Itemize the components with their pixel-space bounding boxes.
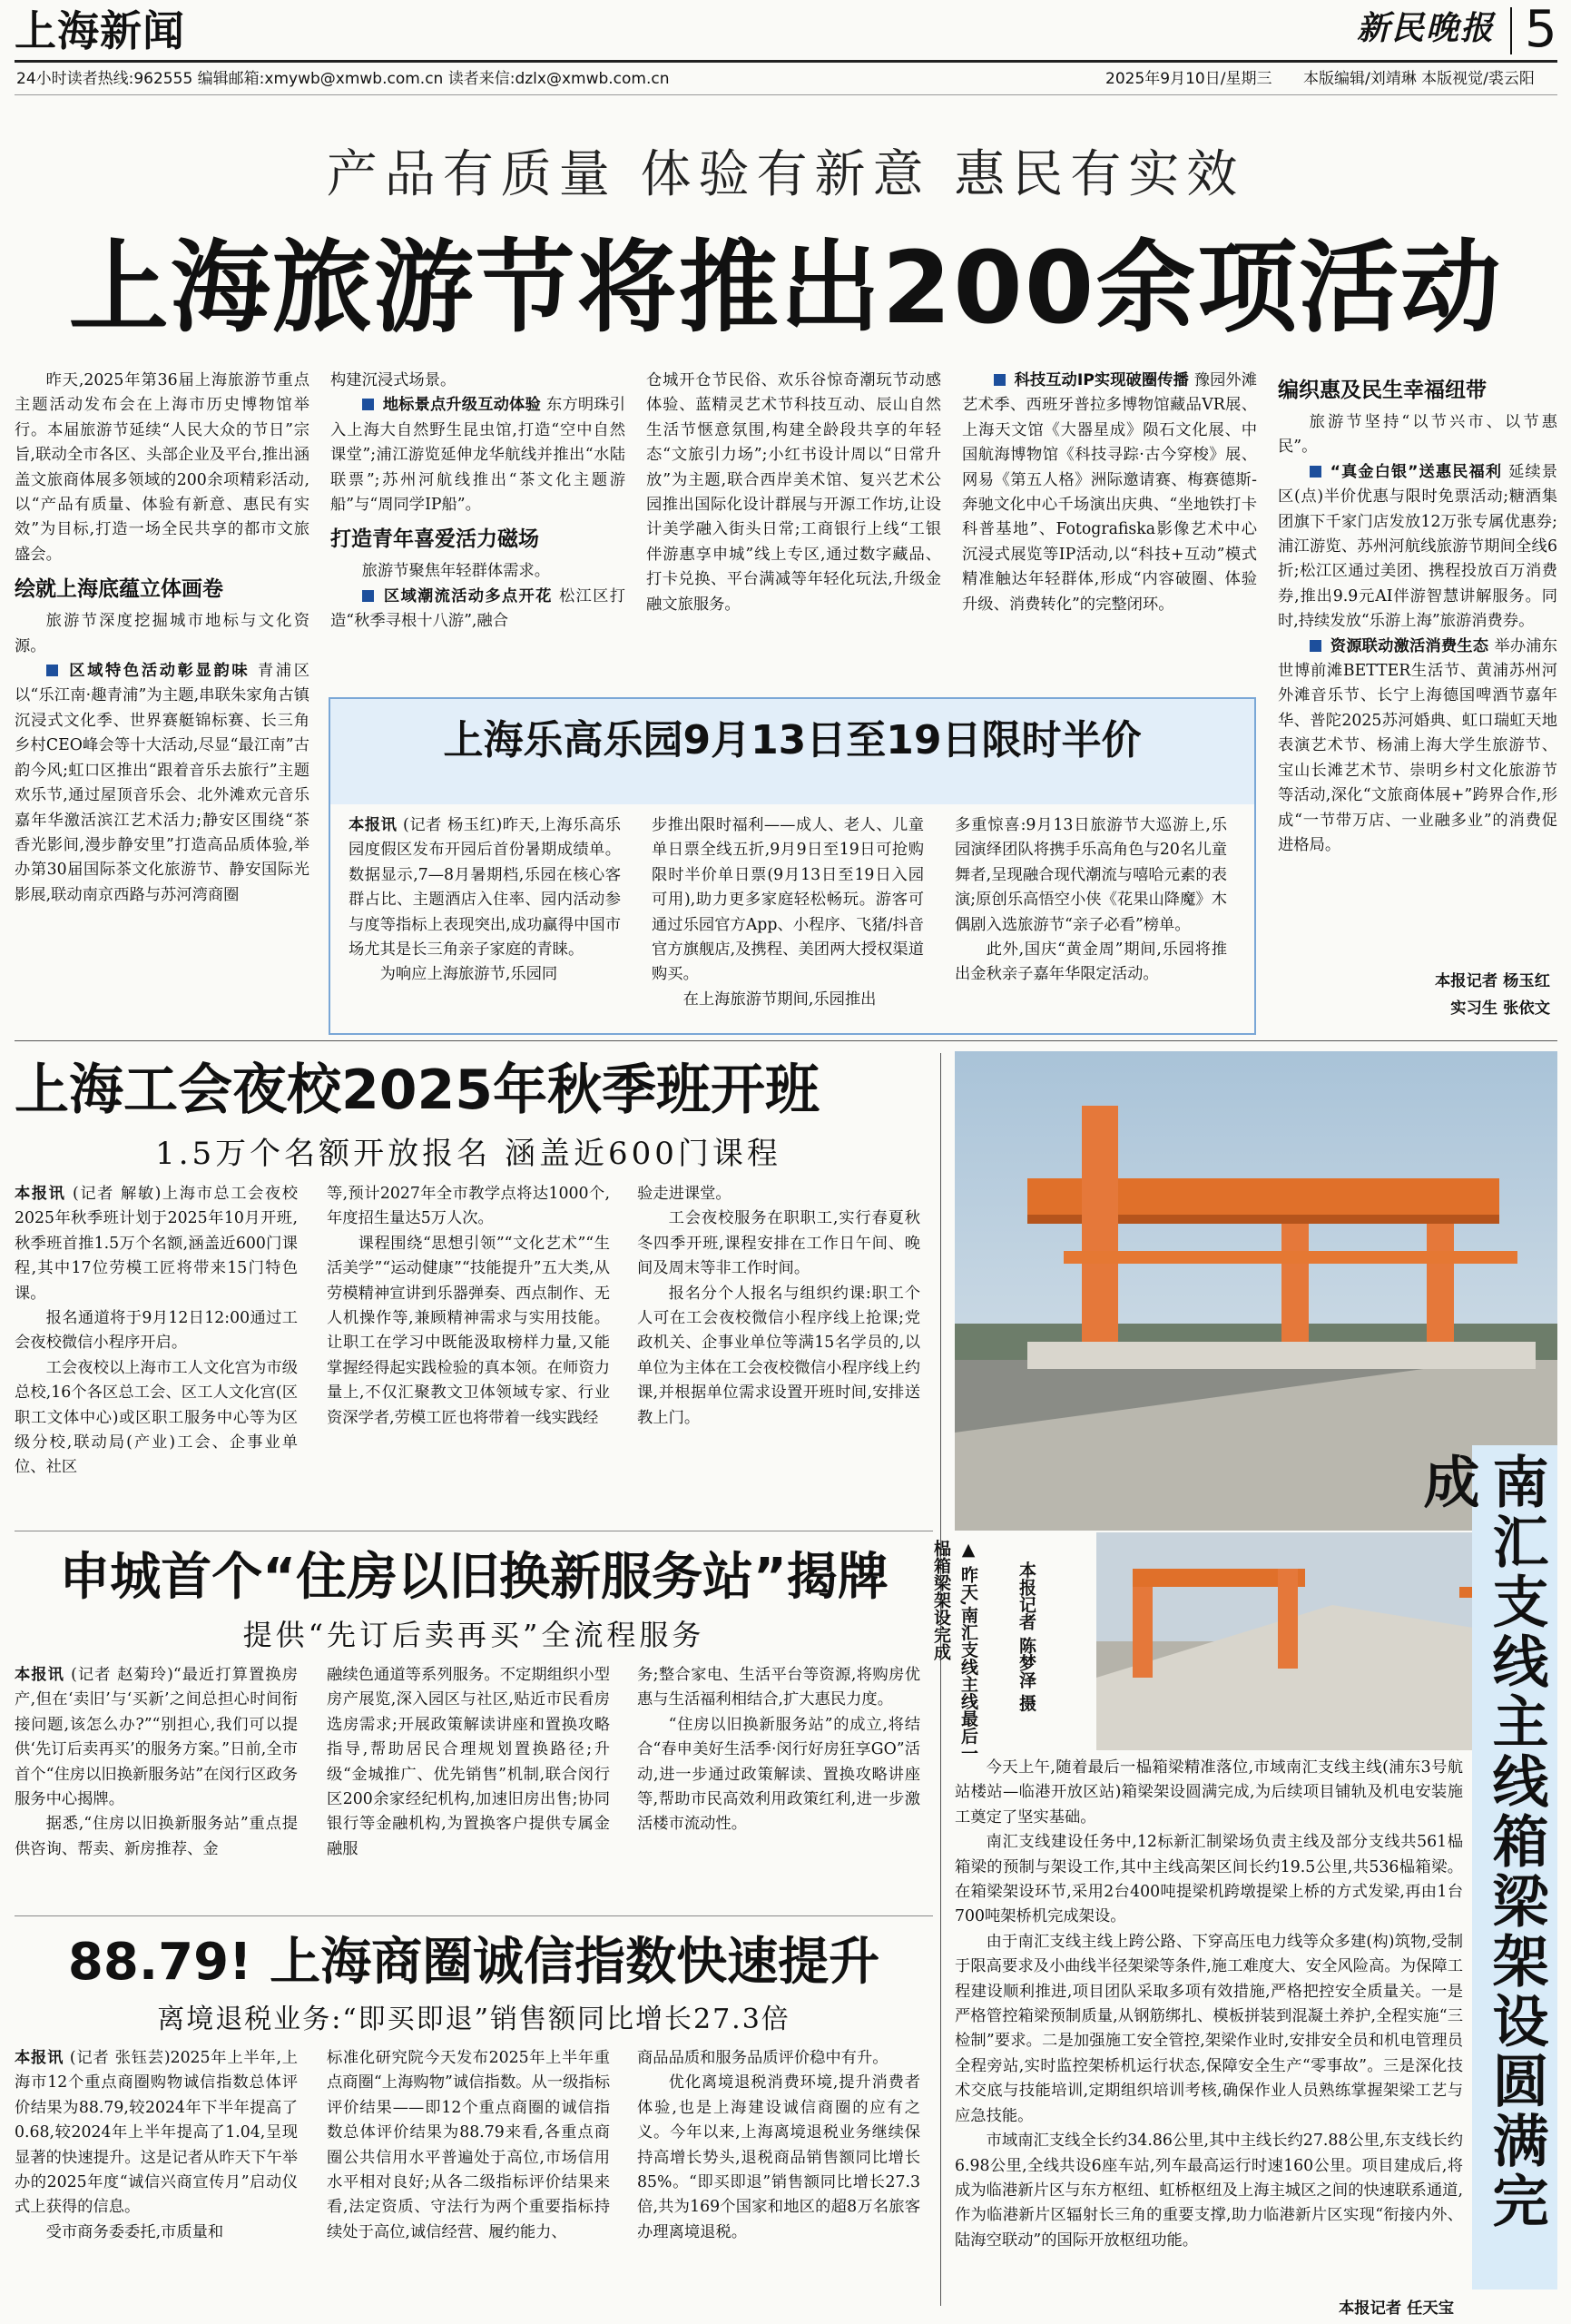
paper-logo: 新民晚报 <box>1357 9 1496 47</box>
paragraph <box>327 1232 610 1431</box>
paragraph <box>955 1930 1463 2129</box>
bullet-square-icon <box>1310 640 1321 652</box>
bullet-square-icon <box>362 399 374 410</box>
union-col-3 <box>637 1182 920 1527</box>
paragraph-text: 课程围绕“思想引领”“文化艺术”“生活美学”“运动健康”“技能提升”五大类,从劳模精神宣讲到乐器弹奏、西点制作、无人机操作等,兼顾精神需求与实用技能。让职工在学习中既能汲取榜样力量,又能掌握经得起实践检验的真本领。在师资力量上,不仅汇聚教文卫体领域专家、行业资深学者,劳模工匠也将带着一线实践经 <box>327 1234 610 1427</box>
issue-date: 2025年9月10日/星期三 <box>1105 70 1272 88</box>
paragraph <box>330 585 625 635</box>
lead-in: 科技互动IP实现破圈传播 <box>1014 371 1194 389</box>
housing-subhead: 提供“先订后卖再买”全流程服务 <box>242 1618 705 1652</box>
masthead-divider <box>1510 7 1512 54</box>
lead-in: “真金白银”送惠民福利 <box>1330 462 1509 481</box>
lego-frame <box>329 697 1256 1035</box>
paragraph-text: “住房以旧换新服务站”的成立,将结合“春申美好生活季·闵行好房狂享GO”活动,进一步通过政策解读、置换攻略讲座等,帮助市民高效利用政策红利,进一步激活楼市流动性。 <box>637 1715 920 1834</box>
nanhui-headline: 南汇支线主线箱梁架设圆满完成 <box>1414 1452 1549 2231</box>
lead-col-4 <box>962 369 1257 682</box>
paragraph <box>637 2046 920 2071</box>
bullet-square-icon <box>1310 466 1321 478</box>
paragraph-text: 今天上午,随着最后一榀箱梁精准落位,市域南汇支线主线(浦东3号航站楼站—临港开放区站)箱梁架设圆满完成,为后续项目铺轨及机电安装施工奠定了坚实基础。 <box>955 1758 1463 1827</box>
paragraph-text: 延续景区(点)半价优惠与限时免票活动;糖酒集团旗下千家门店发放12万张专属优惠券;浦江游览、苏州河航线旅游节期间全线6折;松江区通过美团、携程投放百万消费券,推出9.9元AI伴游智慧讲解服务。同时,持续发放“乐游上海”旅游消费券。 <box>1278 462 1557 631</box>
bullet-square-icon <box>362 590 374 602</box>
paragraph <box>955 1830 1463 1930</box>
paragraph-text: 昨天,2025年第36届上海旅游节重点主题活动发布会在上海市历史博物馆举行。本届旅游节延续“人民大众的节日”宗旨,联动全市各区、头部企业及平台,推出涵盖文旅商体展多领域的200余项精彩活动,以“产品有质量、体验有新意、惠民有实效”为目标,打造一场全民共享的都市文旅盛会。 <box>15 371 309 564</box>
paragraph-text: 南汇支线建设任务中,12标新汇制梁场负责主线及部分支线共561榀箱梁的预制与架设工作,其中主线高架区间长约19.5公里,共536榀箱梁。在箱梁架设环节,采用2台400吨提梁机跨墩提梁上桥的方式发梁,再由1台700吨架桥机完成架设。 <box>955 1833 1463 1926</box>
housing-headline: 申城首个“住房以旧换新服务站”揭牌 <box>59 1548 889 1607</box>
paragraph-text: 报名分个人报名与组织约课:职工个人可在工会夜校微信小程序线上抢课;党政机关、企事业单位等满15名学员的,以单位为主体在工会夜校微信小程序线上约课,并根据单位需求设置开班时间,安排送教上门。 <box>637 1284 920 1427</box>
paragraph-text: 工会夜校以上海市工人文化宫为市级总校,16个各区总工会、区工人文化宫(区职工文体中心)或区职工服务中心等为区级分校,联动局(产业)工会、企事业单位、社区 <box>15 1358 298 1477</box>
union-subhead: 1.5万个名额开放报名 涵盖近600门课程 <box>155 1136 781 1172</box>
paragraph-text: 青浦区以“乐江南·趣青浦”为主题,串联朱家角古镇沉浸式文化季、世界赛艇锦标赛、长三角乡村CEO峰会等十大活动,尽显“最江南”古韵今风;虹口区推出“跟着音乐去旅行”主题欢乐节,通过屋顶音乐会、北外滩欢元音乐嘉年华激活滨江艺术活力;静安区围绕“茶香光影间,漫步静安里”打造高品质体验,举办第30届国际茶文化旅游节、静安国际光影展,联动南京西路与苏河湾商圈 <box>15 662 309 904</box>
paragraph <box>955 1756 1463 1830</box>
lead-in: 本报讯 <box>15 1666 72 1684</box>
paragraph-text: 报名通道将于9月12日12:00通过工会夜校微信小程序开启。 <box>15 1309 298 1353</box>
lead-in: 区域特色活动彰显韵味 <box>66 662 258 681</box>
paragraph-text: 多重惊喜:9月13日旅游节大巡游上,乐园演绎团队将携手乐高角色与20名儿童舞者,呈现融合现代潮流与嘻哈元素的表演;原创乐高悟空小侠《花果山降魔》木偶剧入选旅游节“亲子必看”榜单。 <box>955 816 1227 934</box>
paragraph-text: 旅游节坚持“以节兴市、以节惠民”。 <box>1278 413 1557 457</box>
housing-bottom-rule <box>15 1915 933 1916</box>
paragraph-text: 松江区打造“秋季寻根十八游”,融合 <box>330 586 625 631</box>
paragraph <box>15 609 309 659</box>
lead-bottom-rule <box>15 1040 1557 1041</box>
paragraph <box>646 369 941 617</box>
bullet-square-icon <box>46 665 58 676</box>
union-headline: 上海工会夜校2025年秋季班开班 <box>15 1059 820 1122</box>
lead-col-1 <box>15 369 309 1031</box>
paragraph <box>15 1663 298 1812</box>
hotline-bar: 24小时读者热线:962555 编辑邮箱:xmywb@xmwb.com.cn 读者来信:dzlx@xmwb.com.cn <box>16 70 670 88</box>
lead-in: 本报讯 <box>349 816 404 834</box>
lead-col-2 <box>330 369 625 682</box>
paragraph <box>15 659 309 908</box>
subhead: 绘就上海底蕴立体画卷 <box>15 577 223 602</box>
paragraph-text: 据悉,“住房以旧换新服务站”重点提供咨询、帮卖、新房推荐、金 <box>15 1815 298 1858</box>
housing-col-3 <box>637 1663 920 1910</box>
page-number: 5 <box>1525 0 1557 59</box>
paragraph-text: 标准化研究院今天发布2025年上半年重点商圈“上海购物”诚信指数。从一级指标评价结果——即12个重点商圈的诚信指数总体评价结果为88.79来看,各重点商圈公共信用水平普遍处于高位,市场信用水平相对良好;从各二级指标评价结果来看,法定资质、守法行为两个重要指标持续处于高位,诚信经营、履约能力、 <box>327 2049 610 2241</box>
paragraph-text: 在上海旅游节期间,乐园推出 <box>682 990 877 1009</box>
union-col-1 <box>15 1182 298 1527</box>
paragraph <box>15 369 309 567</box>
paragraph-text: 构建沉浸式场景。 <box>330 371 457 389</box>
paragraph <box>637 2071 920 2245</box>
lead-headline: 上海旅游节将推出200余项活动 <box>68 230 1503 346</box>
credit-subhead: 离境退税业务:“即买即退”销售额同比增长27.3倍 <box>157 2004 790 2035</box>
paragraph <box>15 1812 298 1862</box>
paragraph-text: 优化离境退税消费环境,提升消费者体验,也是上海建设诚信商圈的应有之义。今年以来,上海离境退税业务继续保持高增长势头,退税商品销售额同比增长85%。“即买即退”销售额同比增长27.3倍,共为169个国家和地区的超8万名旅客办理离境退税。 <box>637 2073 920 2241</box>
paragraph <box>15 1182 298 1306</box>
photo-credit: 本报记者 陈梦泽 摄 <box>1016 1561 1036 1712</box>
paragraph-text: 受市商务委委托,市质量和 <box>45 2222 224 2241</box>
credit-headline: 88.79! 上海商圈诚信指数快速提升 <box>67 1933 880 1992</box>
lead-byline-1: 本报记者 杨玉红 <box>1435 972 1550 990</box>
paragraph <box>330 393 625 517</box>
credit-col-1 <box>15 2046 298 2319</box>
paragraph <box>637 1206 920 1281</box>
union-col-2 <box>327 1182 610 1527</box>
hotline-rule <box>15 94 1557 95</box>
paragraph <box>327 2046 610 2245</box>
paragraph <box>1278 635 1557 859</box>
lead-in: 地标景点升级互动体验 <box>382 396 547 415</box>
credit-col-2 <box>327 2046 610 2319</box>
paragraph <box>327 1182 610 1232</box>
paragraph-text: (记者 张钰芸)2025年上半年,上海市12个重点商圈购物诚信指数总体评价结果为88.79,较2024年下半年提高了0.68,较2024年上半年提高了1.04,呈现显著的快速提升。这是记者从昨天下午举办的2025年度“诚信兴商宣传月”启动仪式上获得的信息。 <box>15 2049 298 2217</box>
paragraph-text: (记者 杨玉红)昨天,上海乐高乐园度假区发布开园后首份暑期成绩单。数据显示,7—8月暑期档,乐园在核心客群占比、主题酒店入住率、园内活动参与度等指标上表现突出,成功赢得中国市场尤其是长三角亲子家庭的青睐。 <box>349 816 621 960</box>
nanhui-body <box>955 1756 1463 2295</box>
paragraph <box>637 1182 920 1206</box>
paragraph-text: 仓城开仓节民俗、欢乐谷惊奇潮玩节动感体验、蓝精灵艺术节科技互动、辰山自然生活节惬意氛围,构建全龄段共享的年轻态“文旅引力场”;小红书设计周以“日常升放”为主题,联合西岸美术馆、复兴艺术公园推出国际化设计群展与开源工作坊,让设计美学融入街头日常;工商银行上线“工银伴游惠享申城”线上专区,通过数字藏品、打卡兑换、平台满减等年轻化玩法,升级金融文旅服务。 <box>646 371 941 614</box>
housing-col-1 <box>15 1663 298 1910</box>
paragraph-text: (记者 赵菊玲)“最近打算置换房产,但在‘卖旧’与‘买新’之间总担心时间衔接问题,该怎么办?”“别担心,我们可以提供‘先订后卖再买’的服务方案。”日前,全市首个“住房以旧换新服务站”在闵行区政务服务中心揭牌。 <box>15 1666 298 1809</box>
paragraph <box>327 1663 610 1862</box>
lead-byline-2: 实习生 张依文 <box>1450 1000 1550 1018</box>
lead-kicker: 产品有质量 体验有新意 惠民有实效 <box>326 145 1245 204</box>
paragraph-text: 此外,国庆“黄金周”期间,乐园将推出金秋亲子嘉年华限定活动。 <box>955 940 1227 984</box>
paragraph <box>15 2221 298 2245</box>
credit-col-3 <box>637 2046 920 2319</box>
paragraph-text: 豫园外滩艺术季、西班牙普拉多博物馆藏品VR展、上海天文馆《大器星成》陨石文化展、中国航海博物馆《科技寻踪·古今穿梭》展、网易《第五人格》洲际邀请赛、梅赛德斯-奔驰文化中心千场演出庆典、“坐地铁打卡科普基地”、Fotografiska影像艺术中心沉浸式展览等IP活动,以“科技+互动”模式精准触达年轻群体,形成“内容破圈、体验升级、消费转化”的完整闭环。 <box>962 371 1257 614</box>
paragraph-text: 融续色通道等系列服务。不定期组织小型房产展览,深入园区与社区,贴近市民看房选房需求;开展政策解读讲座和置换攻略指导,帮助居民合理规划置换路径;升级“金城推广、优先销售”机制,联合闵行区200余家经纪机构,加速旧房出售;协同银行等金融机构,为置换客户提供专属金融服 <box>327 1666 610 1858</box>
paragraph <box>330 369 625 393</box>
housing-col-2 <box>327 1663 610 1910</box>
lead-in: 本报讯 <box>15 1185 74 1203</box>
paragraph-text: 等,预计2027年全市教学点将达1000个,年度招生量达5万人次。 <box>327 1185 610 1228</box>
paragraph-text: 市域南汇支线全长约34.86公里,其中主线长约27.88公里,东支线长约6.98公里,全线共设6座车站,列车最高运行时速160公里。项目建成后,将成为临港新片区与东方枢纽、虹桥枢纽及上海主城区之间的快速联系通道,作为临港新片区辐射长三角的重要支撑,助力临港新片区实现“衔接内外、陆海空联动”的国际开放枢纽功能。 <box>955 2132 1463 2250</box>
paragraph-text: 工会夜校服务在职职工,实行春夏秋冬四季开班,课程安排在工作日午间、晚间及周末等非工作时间。 <box>637 1209 920 1278</box>
paragraph <box>637 1663 920 1713</box>
editor-credit: 本版编辑/刘靖琳 本版视觉/裘云阳 <box>1303 70 1535 88</box>
lead-col-3 <box>646 369 941 682</box>
paragraph-text: 举办浦东世博前滩BETTER生活节、黄浦苏州河外滩音乐节、长宁上海德国啤酒节嘉年华、普陀2025苏河婚典、虹口瑞虹天地表演艺术节、杨浦上海大学生旅游节、宝山长滩艺术节、崇明乡村文化旅游节等活动,深化“文旅商体展+”跨界合作,形成“一节带万店、一业融多业”的消费促进格局。 <box>1278 636 1557 854</box>
paragraph-text: 由于南汇支线主线上跨公路、下穿高压电力线等众多建(构)筑物,受制于限高要求及小曲线半径架梁等条件,施工难度大、安全风险高。为保障工程建设顺利推进,项目团队采取多项有效措施,严格把控安全质量关。一是严格管控箱梁预制质量,从钢筋绑扎、模板拼装到混凝土养护,全程实施“三检制”要求。二是加强施工安全管控,架梁作业时,安排安全员和机电管理员全程旁站,实时监控架桥机运行状态,保障安全生产“零事故”。三是深化技术交底与技能培训,定期组织培训考核,确保作业人员熟练掌握架梁工艺与应急技能。 <box>955 1932 1463 2125</box>
paragraph-text: (记者 解敏)上海市总工会夜校2025年秋季班计划于2025年10月开班,秋季班首推1.5万个名额,涵盖近600门课程,其中17位劳模工匠将带来15门特色课。 <box>15 1185 298 1303</box>
center-rule <box>940 1053 941 2306</box>
paragraph-text: 为响应上海旅游节,乐园同 <box>379 965 558 984</box>
paragraph <box>15 1356 298 1481</box>
paragraph-text: 东方明珠引入上海大自然野生昆虫馆,打造“空中自然课堂”;浦江游览延伸龙华航线并推出“水陆联票”;苏州河航线推出“茶文化主题游船”与“周同学IP船”。 <box>330 396 625 515</box>
subhead: 编织惠及民生幸福纽带 <box>1278 379 1487 402</box>
lead-col-5 <box>1278 369 1557 968</box>
section-name: 上海新闻 <box>15 6 185 55</box>
paragraph <box>15 2046 298 2221</box>
bullet-square-icon <box>994 374 1006 386</box>
lead-in: 资源联动激活消费生态 <box>1330 636 1495 655</box>
paragraph <box>637 1713 920 1837</box>
paragraph <box>1278 410 1557 460</box>
subhead: 打造青年喜爱活力磁场 <box>330 527 539 552</box>
paragraph <box>962 369 1257 617</box>
photo-caption: ▲ 昨天,南汇支线主线最后一榀箱梁架设完成 <box>931 1540 978 1762</box>
paragraph <box>955 2129 1463 2253</box>
paragraph <box>637 1282 920 1431</box>
paragraph-text: 步推出限时福利——成人、老人、儿童单日票全线五折,9月9日至19日可抢购限时半价单日票(9月13日至19日入园可用),助力更多家庭轻松畅玩。游客可通过乐园官方App、小程序、飞猪/抖音官方旗舰店,及携程、美团两大授权渠道购买。 <box>652 816 924 984</box>
lead-in: 区域潮流活动多点开花 <box>382 586 559 606</box>
paragraph-text: 旅游节深度挖掘城市地标与文化资源。 <box>15 612 309 655</box>
paragraph-text: 商品品质和服务品质评价稳中有升。 <box>637 2049 889 2067</box>
masthead-rule <box>15 60 1557 63</box>
lead-in: 本报讯 <box>15 2049 70 2067</box>
paragraph-text: 验走进课堂。 <box>637 1185 731 1203</box>
lego-headline: 上海乐高乐园9月13日至19日限时半价 <box>443 717 1142 763</box>
nanhui-byline: 本报记者 任天宝 <box>1339 2299 1454 2318</box>
paragraph <box>330 559 625 584</box>
paragraph <box>15 1306 298 1356</box>
paragraph <box>1278 460 1557 635</box>
paragraph-text: 务;整合家电、生活平台等资源,将购房优惠与生活福利相结合,扩大惠民力度。 <box>637 1666 920 1709</box>
paragraph-text: 旅游节聚焦年轻群体需求。 <box>361 562 550 581</box>
